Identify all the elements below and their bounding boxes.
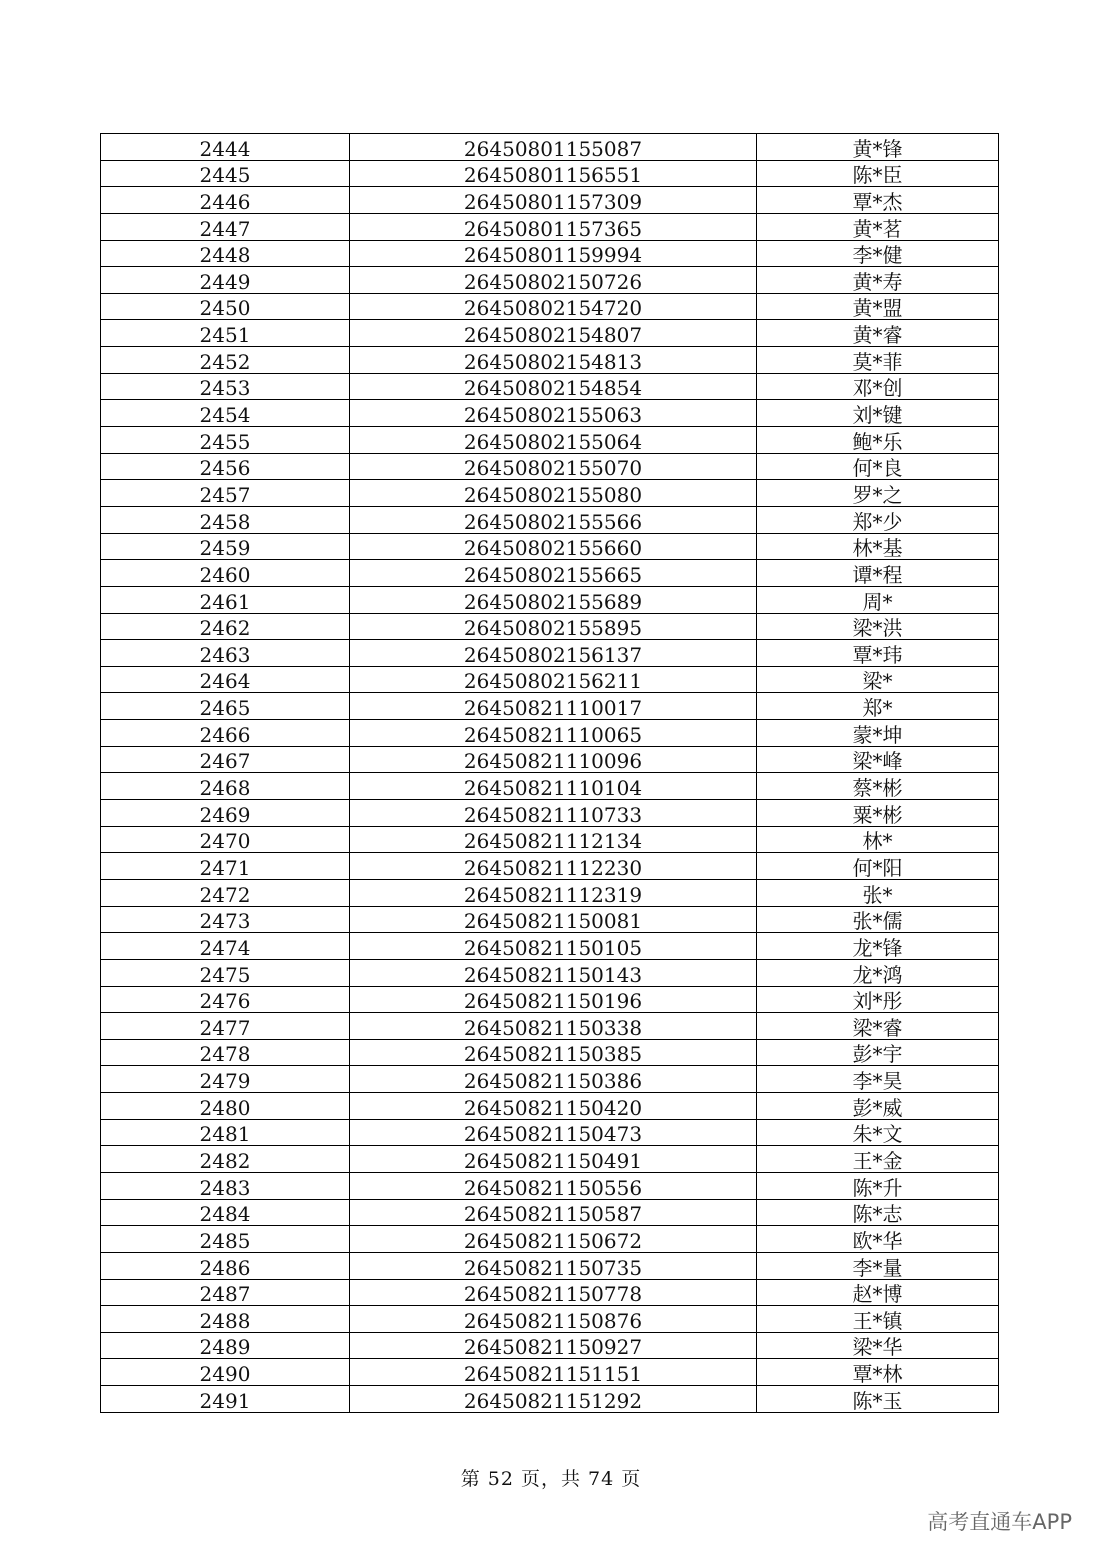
table-row bbox=[101, 746, 999, 773]
name-cell: 陈*臣 bbox=[757, 160, 999, 187]
table-row bbox=[101, 800, 999, 827]
watermark-text: 高考直通车APP bbox=[927, 1510, 1072, 1534]
exam-id-cell: 26450802155063 bbox=[350, 400, 757, 427]
table-row bbox=[101, 160, 999, 187]
exam-id-cell: 26450802156211 bbox=[350, 666, 757, 693]
name-cell: 谭*程 bbox=[757, 560, 999, 587]
name-cell: 龙*鸿 bbox=[757, 959, 999, 986]
name-cell: 张* bbox=[757, 879, 999, 906]
exam-id-cell: 26450802154720 bbox=[350, 293, 757, 320]
row-number-cell: 2473 bbox=[101, 906, 350, 933]
exam-id-cell: 26450802154813 bbox=[350, 347, 757, 374]
table-row bbox=[101, 879, 999, 906]
exam-id-cell: 26450802155895 bbox=[350, 613, 757, 640]
name-cell: 蒙*坤 bbox=[757, 720, 999, 747]
name-cell: 邓*创 bbox=[757, 373, 999, 400]
exam-id-cell: 26450821150338 bbox=[350, 1013, 757, 1040]
table-row bbox=[101, 1226, 999, 1253]
row-number-cell: 2464 bbox=[101, 666, 350, 693]
row-number-cell: 2486 bbox=[101, 1252, 350, 1279]
name-cell: 赵*博 bbox=[757, 1279, 999, 1306]
exam-id-cell: 26450821150473 bbox=[350, 1119, 757, 1146]
table-row bbox=[101, 560, 999, 587]
table-row bbox=[101, 506, 999, 533]
row-number-cell: 2471 bbox=[101, 853, 350, 880]
record-table-body bbox=[101, 134, 999, 1413]
table-row bbox=[101, 826, 999, 853]
name-cell: 罗*之 bbox=[757, 480, 999, 507]
name-cell: 何*阳 bbox=[757, 853, 999, 880]
row-number-cell: 2460 bbox=[101, 560, 350, 587]
exam-id-cell: 26450802154854 bbox=[350, 373, 757, 400]
name-cell: 林* bbox=[757, 826, 999, 853]
exam-id-cell: 26450821112134 bbox=[350, 826, 757, 853]
table-row bbox=[101, 187, 999, 214]
name-cell: 龙*锋 bbox=[757, 933, 999, 960]
exam-id-cell: 26450821110096 bbox=[350, 746, 757, 773]
table-row bbox=[101, 1252, 999, 1279]
table-row bbox=[101, 666, 999, 693]
row-number-cell: 2457 bbox=[101, 480, 350, 507]
table-row bbox=[101, 1359, 999, 1386]
name-cell: 覃*林 bbox=[757, 1359, 999, 1386]
table-row bbox=[101, 1279, 999, 1306]
name-cell: 鲍*乐 bbox=[757, 427, 999, 454]
exam-id-cell: 26450821151151 bbox=[350, 1359, 757, 1386]
table-row bbox=[101, 586, 999, 613]
table-row bbox=[101, 720, 999, 747]
table-row bbox=[101, 1013, 999, 1040]
name-cell: 李*昊 bbox=[757, 1066, 999, 1093]
exam-id-cell: 26450821150143 bbox=[350, 959, 757, 986]
table-row bbox=[101, 293, 999, 320]
exam-id-cell: 26450802155566 bbox=[350, 506, 757, 533]
table-row bbox=[101, 1332, 999, 1359]
exam-id-cell: 26450801157309 bbox=[350, 187, 757, 214]
name-cell: 郑*少 bbox=[757, 506, 999, 533]
name-cell: 彭*威 bbox=[757, 1093, 999, 1120]
table-row bbox=[101, 213, 999, 240]
table-row bbox=[101, 853, 999, 880]
name-cell: 莫*菲 bbox=[757, 347, 999, 374]
row-number-cell: 2456 bbox=[101, 453, 350, 480]
name-cell: 梁*华 bbox=[757, 1332, 999, 1359]
row-number-cell: 2475 bbox=[101, 959, 350, 986]
name-cell: 王*镇 bbox=[757, 1306, 999, 1333]
exam-id-cell: 26450821110017 bbox=[350, 693, 757, 720]
row-number-cell: 2470 bbox=[101, 826, 350, 853]
row-number-cell: 2466 bbox=[101, 720, 350, 747]
table-row bbox=[101, 693, 999, 720]
name-cell: 黄*锋 bbox=[757, 134, 999, 161]
table-row bbox=[101, 347, 999, 374]
exam-id-cell: 26450821150876 bbox=[350, 1306, 757, 1333]
exam-id-cell: 26450802156137 bbox=[350, 640, 757, 667]
table-row bbox=[101, 640, 999, 667]
table-row bbox=[101, 453, 999, 480]
row-number-cell: 2474 bbox=[101, 933, 350, 960]
row-number-cell: 2478 bbox=[101, 1039, 350, 1066]
name-cell: 刘*键 bbox=[757, 400, 999, 427]
row-number-cell: 2445 bbox=[101, 160, 350, 187]
table-row bbox=[101, 427, 999, 454]
table-row bbox=[101, 1306, 999, 1333]
exam-id-cell: 26450821150587 bbox=[350, 1199, 757, 1226]
row-number-cell: 2485 bbox=[101, 1226, 350, 1253]
exam-id-cell: 26450821110065 bbox=[350, 720, 757, 747]
row-number-cell: 2448 bbox=[101, 240, 350, 267]
row-number-cell: 2481 bbox=[101, 1119, 350, 1146]
name-cell: 梁*洪 bbox=[757, 613, 999, 640]
name-cell: 朱*文 bbox=[757, 1119, 999, 1146]
row-number-cell: 2455 bbox=[101, 427, 350, 454]
row-number-cell: 2452 bbox=[101, 347, 350, 374]
row-number-cell: 2482 bbox=[101, 1146, 350, 1173]
exam-id-cell: 26450802155070 bbox=[350, 453, 757, 480]
exam-id-cell: 26450821150556 bbox=[350, 1172, 757, 1199]
name-cell: 梁* bbox=[757, 666, 999, 693]
name-cell: 覃*玮 bbox=[757, 640, 999, 667]
name-cell: 欧*华 bbox=[757, 1226, 999, 1253]
exam-id-cell: 26450821150778 bbox=[350, 1279, 757, 1306]
name-cell: 郑* bbox=[757, 693, 999, 720]
exam-id-cell: 26450802155665 bbox=[350, 560, 757, 587]
row-number-cell: 2451 bbox=[101, 320, 350, 347]
exam-id-cell: 26450801157365 bbox=[350, 213, 757, 240]
row-number-cell: 2488 bbox=[101, 1306, 350, 1333]
table-row bbox=[101, 959, 999, 986]
table-row bbox=[101, 1093, 999, 1120]
row-number-cell: 2444 bbox=[101, 134, 350, 161]
row-number-cell: 2447 bbox=[101, 213, 350, 240]
exam-id-cell: 26450802155064 bbox=[350, 427, 757, 454]
table-row bbox=[101, 1146, 999, 1173]
row-number-cell: 2467 bbox=[101, 746, 350, 773]
row-number-cell: 2469 bbox=[101, 800, 350, 827]
row-number-cell: 2453 bbox=[101, 373, 350, 400]
exam-id-cell: 26450821150105 bbox=[350, 933, 757, 960]
table-row bbox=[101, 480, 999, 507]
table-row bbox=[101, 613, 999, 640]
row-number-cell: 2476 bbox=[101, 986, 350, 1013]
table-row bbox=[101, 906, 999, 933]
table-row bbox=[101, 1119, 999, 1146]
page-footer: 第 52 页，共 74 页 bbox=[460, 1468, 642, 1490]
name-cell: 彭*宇 bbox=[757, 1039, 999, 1066]
row-number-cell: 2465 bbox=[101, 693, 350, 720]
exam-id-cell: 26450821150420 bbox=[350, 1093, 757, 1120]
row-number-cell: 2454 bbox=[101, 400, 350, 427]
name-cell: 陈*玉 bbox=[757, 1386, 999, 1413]
record-table bbox=[100, 133, 999, 1413]
table-row bbox=[101, 933, 999, 960]
table-row bbox=[101, 1199, 999, 1226]
exam-id-cell: 26450821150196 bbox=[350, 986, 757, 1013]
exam-id-cell: 26450821150735 bbox=[350, 1252, 757, 1279]
row-number-cell: 2449 bbox=[101, 267, 350, 294]
exam-id-cell: 26450821150081 bbox=[350, 906, 757, 933]
name-cell: 梁*峰 bbox=[757, 746, 999, 773]
exam-id-cell: 26450821150927 bbox=[350, 1332, 757, 1359]
name-cell: 陈*升 bbox=[757, 1172, 999, 1199]
name-cell: 王*金 bbox=[757, 1146, 999, 1173]
row-number-cell: 2468 bbox=[101, 773, 350, 800]
exam-id-cell: 26450802155660 bbox=[350, 533, 757, 560]
name-cell: 黄*寿 bbox=[757, 267, 999, 294]
row-number-cell: 2491 bbox=[101, 1386, 350, 1413]
exam-id-cell: 26450821150385 bbox=[350, 1039, 757, 1066]
exam-id-cell: 26450801159994 bbox=[350, 240, 757, 267]
row-number-cell: 2459 bbox=[101, 533, 350, 560]
exam-id-cell: 26450821110104 bbox=[350, 773, 757, 800]
table-row bbox=[101, 533, 999, 560]
exam-id-cell: 26450802154807 bbox=[350, 320, 757, 347]
row-number-cell: 2487 bbox=[101, 1279, 350, 1306]
table-row bbox=[101, 773, 999, 800]
row-number-cell: 2461 bbox=[101, 586, 350, 613]
row-number-cell: 2477 bbox=[101, 1013, 350, 1040]
exam-id-cell: 26450821112230 bbox=[350, 853, 757, 880]
name-cell: 黄*盟 bbox=[757, 293, 999, 320]
row-number-cell: 2458 bbox=[101, 506, 350, 533]
table-row bbox=[101, 134, 999, 161]
table-row bbox=[101, 1172, 999, 1199]
table-row bbox=[101, 240, 999, 267]
name-cell: 梁*睿 bbox=[757, 1013, 999, 1040]
name-cell: 张*儒 bbox=[757, 906, 999, 933]
row-number-cell: 2483 bbox=[101, 1172, 350, 1199]
exam-id-cell: 26450821150672 bbox=[350, 1226, 757, 1253]
row-number-cell: 2479 bbox=[101, 1066, 350, 1093]
row-number-cell: 2450 bbox=[101, 293, 350, 320]
row-number-cell: 2490 bbox=[101, 1359, 350, 1386]
name-cell: 刘*彤 bbox=[757, 986, 999, 1013]
row-number-cell: 2484 bbox=[101, 1199, 350, 1226]
exam-id-cell: 26450802155080 bbox=[350, 480, 757, 507]
name-cell: 李*量 bbox=[757, 1252, 999, 1279]
exam-id-cell: 26450801156551 bbox=[350, 160, 757, 187]
name-cell: 李*健 bbox=[757, 240, 999, 267]
row-number-cell: 2472 bbox=[101, 879, 350, 906]
name-cell: 蔡*彬 bbox=[757, 773, 999, 800]
exam-id-cell: 26450821150386 bbox=[350, 1066, 757, 1093]
exam-id-cell: 26450801155087 bbox=[350, 134, 757, 161]
table-row bbox=[101, 1039, 999, 1066]
exam-id-cell: 26450821110733 bbox=[350, 800, 757, 827]
row-number-cell: 2446 bbox=[101, 187, 350, 214]
name-cell: 粟*彬 bbox=[757, 800, 999, 827]
table-row bbox=[101, 1386, 999, 1413]
table-row bbox=[101, 373, 999, 400]
exam-id-cell: 26450821150491 bbox=[350, 1146, 757, 1173]
exam-id-cell: 26450821151292 bbox=[350, 1386, 757, 1413]
exam-id-cell: 26450821112319 bbox=[350, 879, 757, 906]
table-row bbox=[101, 986, 999, 1013]
table-row bbox=[101, 400, 999, 427]
row-number-cell: 2480 bbox=[101, 1093, 350, 1120]
row-number-cell: 2462 bbox=[101, 613, 350, 640]
name-cell: 黄*睿 bbox=[757, 320, 999, 347]
exam-id-cell: 26450802150726 bbox=[350, 267, 757, 294]
name-cell: 陈*志 bbox=[757, 1199, 999, 1226]
table-row bbox=[101, 320, 999, 347]
name-cell: 周* bbox=[757, 586, 999, 613]
row-number-cell: 2489 bbox=[101, 1332, 350, 1359]
name-cell: 林*基 bbox=[757, 533, 999, 560]
row-number-cell: 2463 bbox=[101, 640, 350, 667]
name-cell: 黄*茗 bbox=[757, 213, 999, 240]
table-row bbox=[101, 1066, 999, 1093]
exam-id-cell: 26450802155689 bbox=[350, 586, 757, 613]
name-cell: 何*良 bbox=[757, 453, 999, 480]
name-cell: 覃*杰 bbox=[757, 187, 999, 214]
table-row bbox=[101, 267, 999, 294]
